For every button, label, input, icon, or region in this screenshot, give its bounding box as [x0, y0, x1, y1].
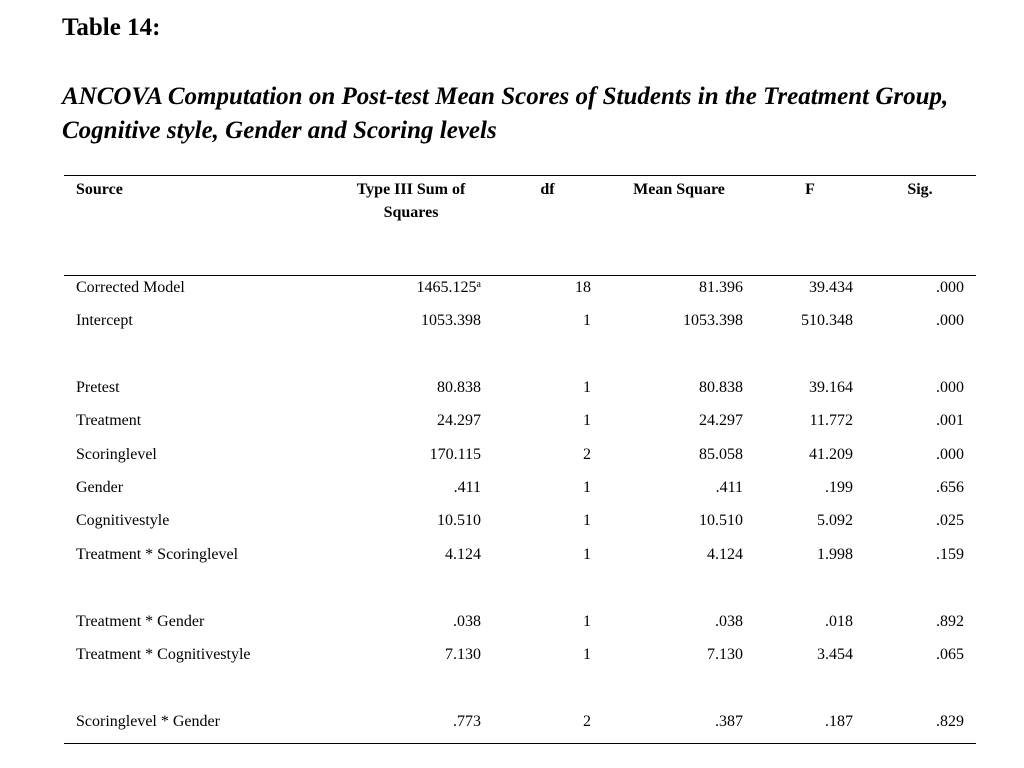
cell-mean-square-value: .038: [715, 613, 743, 630]
cell-source-value: Cognitivestyle: [76, 512, 170, 529]
table-number: Table 14:: [62, 14, 161, 41]
cell-sig-value: .829: [936, 713, 964, 730]
cell-sum-of-squares: [454, 477, 481, 499]
cell-f-value: 41.209: [809, 446, 853, 463]
cell-sum-of-squares: [437, 410, 481, 432]
cell-sig-value: .001: [936, 412, 964, 429]
cell-mean-square: [707, 544, 743, 566]
cell-df: [583, 611, 591, 633]
cell-source-value: Scoringlevel: [76, 446, 157, 463]
cell-source: [76, 510, 169, 532]
cell-mean-square-value: 80.838: [699, 379, 743, 396]
cell-f-value: 5.092: [817, 512, 853, 529]
table-row: [0, 644, 1024, 666]
cell-source-value: Intercept: [76, 312, 133, 329]
cell-f: [817, 644, 853, 666]
cell-source-value: Treatment * Scoringlevel: [76, 546, 239, 563]
cell-sig: [936, 711, 964, 733]
table-row: [0, 510, 1024, 532]
cell-source-value: Pretest: [76, 379, 120, 396]
cell-mean-square-value: 7.130: [707, 646, 743, 663]
cell-f: [817, 510, 853, 532]
cell-sum-of-squares: [437, 377, 481, 399]
cell-sig-value: .159: [936, 546, 964, 563]
cell-df: [583, 644, 591, 666]
cell-sig-value: .000: [936, 379, 964, 396]
table-row: [0, 477, 1024, 499]
cell-mean-square-value: 10.510: [699, 512, 743, 529]
cell-f: [825, 611, 853, 633]
cell-f-value: 11.772: [809, 412, 853, 429]
cell-df-value: 1: [583, 312, 591, 329]
cell-df-value: 1: [583, 546, 591, 563]
cell-df-value: 2: [583, 446, 591, 463]
cell-source-value: Gender: [76, 479, 124, 496]
cell-mean-square-value: 81.396: [699, 279, 743, 296]
cell-sig: [936, 477, 964, 499]
cell-f-value: .187: [825, 713, 853, 730]
cell-sig-value: .000: [936, 312, 964, 329]
cell-sum-of-squares-value: .773: [453, 713, 481, 730]
cell-mean-square-value: .387: [715, 713, 743, 730]
cell-df: [575, 277, 591, 299]
table-bottom-rule: [64, 743, 976, 744]
cell-source-value: Treatment: [76, 412, 142, 429]
cell-mean-square: [699, 277, 743, 299]
cell-mean-square: [699, 377, 743, 399]
cell-sig-value: .892: [936, 613, 964, 630]
cell-sig-value: .000: [936, 446, 964, 463]
cell-f: [817, 544, 853, 566]
table-caption: ANCOVA Computation on Post-test Mean Scores of Students in the Treatment Group, Cognitive style, Gender and Scoring levels: [62, 83, 949, 144]
header-f: F: [805, 181, 815, 198]
cell-mean-square-value: .411: [715, 479, 743, 496]
cell-mean-square: [699, 444, 743, 466]
cell-sig: [936, 277, 964, 299]
cell-sig: [936, 510, 964, 532]
cell-df: [583, 310, 591, 332]
cell-df-value: 1: [583, 512, 591, 529]
cell-sum-of-squares-value: 7.130: [445, 646, 481, 663]
cell-sum-of-squares: [417, 277, 481, 299]
cell-sum-of-squares-value: 1053.398: [421, 312, 481, 329]
cell-df: [583, 444, 591, 466]
cell-mean-square-value: 4.124: [707, 546, 743, 563]
cell-mean-square: [715, 711, 743, 733]
header-mean-square: Mean Square: [633, 181, 725, 198]
cell-sig: [936, 377, 964, 399]
cell-source: [76, 377, 120, 399]
cell-mean-square: [715, 611, 743, 633]
cell-f-value: .199: [825, 479, 853, 496]
cell-sum-of-squares-value: 4.124: [445, 546, 481, 563]
table-row: [0, 544, 1024, 566]
cell-source-value: Treatment * Cognitivestyle: [76, 646, 251, 663]
cell-df-value: 1: [583, 646, 591, 663]
header-sum-of-squares: Type III Sum of Squares: [356, 181, 466, 221]
cell-df: [583, 544, 591, 566]
cell-source: [76, 310, 133, 332]
cell-sig: [936, 310, 964, 332]
cell-sum-of-squares-value: 10.510: [437, 512, 481, 529]
cell-sum-of-squares: [437, 510, 481, 532]
cell-source: [76, 711, 220, 733]
cell-source: [76, 644, 251, 666]
cell-sum-of-squares: [453, 711, 481, 733]
cell-mean-square: [716, 477, 743, 499]
cell-mean-square: [699, 510, 743, 532]
cell-df-value: 1: [583, 479, 591, 496]
cell-sig: [936, 644, 964, 666]
cell-f: [809, 277, 853, 299]
cell-mean-square-value: 85.058: [699, 446, 743, 463]
cell-source: [76, 544, 238, 566]
cell-f-value: 1.998: [817, 546, 853, 563]
cell-sum-of-squares-value: .411: [453, 479, 481, 496]
cell-sig-value: .025: [936, 512, 964, 529]
cell-df: [583, 477, 591, 499]
table-row: [0, 277, 1024, 299]
cell-sum-of-squares-value: 170.115: [429, 446, 481, 463]
cell-f: [825, 711, 853, 733]
cell-sum-of-squares: [430, 444, 481, 466]
cell-sig-value: .065: [936, 646, 964, 663]
cell-mean-square: [699, 410, 743, 432]
cell-df-value: 1: [583, 613, 591, 630]
cell-f-value: .018: [825, 613, 853, 630]
table-row: [0, 444, 1024, 466]
cell-source: [76, 444, 157, 466]
cell-f: [809, 444, 853, 466]
table-row: [0, 711, 1024, 733]
cell-mean-square-value: 24.297: [699, 412, 743, 429]
cell-f: [801, 310, 853, 332]
cell-df-value: 2: [583, 713, 591, 730]
cell-sum-of-squares-value: 80.838: [437, 379, 481, 396]
cell-sum-of-squares: [421, 310, 481, 332]
cell-sig: [936, 410, 964, 432]
table-row: [0, 377, 1024, 399]
cell-df-value: 1: [583, 412, 591, 429]
cell-f: [810, 410, 853, 432]
table-top-rule: [64, 175, 976, 176]
cell-source: [76, 410, 141, 432]
cell-source-value: Scoringlevel * Gender: [76, 713, 220, 730]
cell-sig-value: .000: [936, 279, 964, 296]
table-row: [0, 310, 1024, 332]
table-row: [0, 410, 1024, 432]
cell-df: [583, 510, 591, 532]
cell-df-value: 18: [575, 279, 591, 296]
cell-sig-value: .656: [936, 479, 964, 496]
cell-f: [809, 377, 853, 399]
cell-f-value: 39.434: [809, 279, 853, 296]
cell-f-value: 510.348: [801, 312, 853, 329]
header-df: df: [540, 181, 555, 198]
cell-source: [76, 277, 185, 299]
header-source: Source: [76, 181, 123, 198]
table-header-rule: [64, 275, 976, 276]
cell-sum-of-squares-value: .038: [453, 613, 481, 630]
cell-mean-square: [683, 310, 743, 332]
header-sig: Sig.: [907, 181, 933, 198]
table-row: [0, 611, 1024, 633]
cell-sum-of-squares: [453, 611, 481, 633]
cell-mean-square-value: 1053.398: [683, 312, 743, 329]
cell-f: [825, 477, 853, 499]
cell-sum-of-squares-value: 24.297: [437, 412, 481, 429]
cell-f-value: 39.164: [809, 379, 853, 396]
cell-source: [76, 611, 204, 633]
cell-source-value: Treatment * Gender: [76, 613, 205, 630]
cell-sum-of-squares-value: 1465.125: [416, 279, 477, 296]
cell-df: [583, 410, 591, 432]
cell-sig: [936, 611, 964, 633]
cell-source-value: Corrected Model: [76, 279, 185, 296]
cell-sum-of-squares: [445, 544, 481, 566]
cell-f-value: 3.454: [817, 646, 853, 663]
cell-df: [583, 711, 591, 733]
cell-mean-square: [707, 644, 743, 666]
cell-df-value: 1: [583, 379, 591, 396]
cell-source: [76, 477, 123, 499]
cell-sum-of-squares: [445, 644, 481, 666]
cell-df: [583, 377, 591, 399]
cell-sig: [936, 444, 964, 466]
cell-sig: [936, 544, 964, 566]
footnote-marker: a: [476, 279, 481, 290]
